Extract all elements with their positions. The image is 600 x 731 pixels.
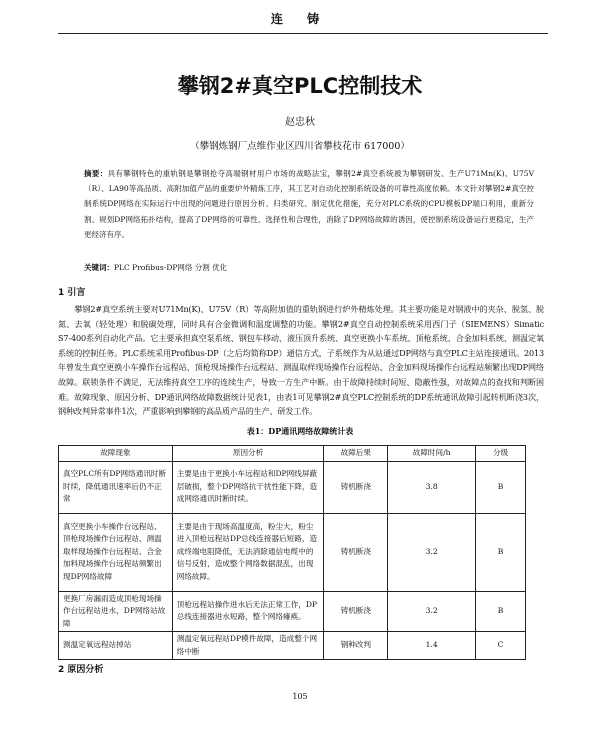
section-2-heading: 2 原因分析 bbox=[58, 665, 104, 675]
table-cell: 3.2 bbox=[388, 591, 476, 632]
header-rule bbox=[58, 33, 548, 34]
keywords-label: 关键词： bbox=[84, 263, 114, 272]
table-row bbox=[59, 632, 526, 660]
table-cell: 顶枪远程站操作进水后无法正常工作，DP总线连接器进水短路，整个网络瘫痪。 bbox=[172, 591, 324, 632]
table-cell: B bbox=[476, 513, 526, 591]
keywords-text: PLC Profibus-DP网络 分割 优化 bbox=[114, 263, 228, 272]
fault-statistics-table bbox=[58, 445, 526, 660]
table-row bbox=[59, 461, 526, 513]
table-header: 故障现象 bbox=[59, 446, 173, 462]
table-cell: 主要是由于现场高温度高，粉尘大，粉尘进入顶枪远程站DP总线连接器后短路，造成终端电阻降低，无法消除通信电缆中的信号反射，造成整个网络数据混乱，出现网络故障。 bbox=[172, 513, 324, 591]
table-row bbox=[59, 591, 526, 632]
section-1-heading: 1 引言 bbox=[58, 288, 86, 298]
table-cell: 主要是由于更换小车远程站和DP网线屏蔽层破损，整个DP网络抗干扰性能下降，造成网络通讯时断时续。 bbox=[172, 461, 324, 513]
abstract-text: 具有攀钢特色的重轨钢是攀钢抢夺高端钢材用户市场的战略法宝，攀钢2#真空系统被为攀钢研发、生产U71Mn(K)、U75V（R）、LA90等高品质、高附加值产品的重要炉外精炼工序，其工艺对自动化控制系统设备的可靠性高度依赖。本文针对攀钢2#真空控制系统DP网络在实际运行中出现的问题进行原因分析、归类研究、制定优化措施，充分对PLC系统的CPU模板DP端口利用，重新分割、规划DP网络拓扑结构，提高了DP网络的可靠性、选择性和合理性，消除了DP网络故障的诱因，使控制系统设备运行更稳定，生产更经济有序。 bbox=[84, 169, 534, 239]
abstract-label: 摘要： bbox=[84, 169, 108, 178]
table-cell: 1.4 bbox=[388, 632, 476, 660]
table-cell: 真空更换小车操作台远程站、顶枪现场操作台远程站、测温取样现场操作台远程站、合金加料现场操作台远程站频繁出现DP网络故障 bbox=[59, 513, 173, 591]
table-cell: 真空PLC所有DP网络通讯时断时续，降低通讯速率后仍不正常 bbox=[59, 461, 173, 513]
keywords bbox=[84, 262, 534, 273]
table-cell: 3.8 bbox=[388, 461, 476, 513]
table-header: 故障时间/h bbox=[388, 446, 476, 462]
table-header: 原因分析 bbox=[172, 446, 324, 462]
abstract bbox=[84, 166, 534, 242]
affiliation: （攀钢炼钢厂点维作业区四川省攀枝花市 617000） bbox=[190, 141, 410, 152]
table-header: 故障后果 bbox=[324, 446, 388, 462]
page-number: 105 bbox=[292, 692, 308, 701]
table-header: 分级 bbox=[476, 446, 526, 462]
table-cell: 钢种改判 bbox=[324, 632, 388, 660]
table-cell: 测温定氧远程站掉站 bbox=[59, 632, 173, 660]
table-cell: 铸机断浇 bbox=[324, 461, 388, 513]
table-header-row bbox=[59, 446, 526, 462]
table-cell: 3.2 bbox=[388, 513, 476, 591]
table-cell: 更换厂房漏雨造成顶枪现场操作台远程站进水，DP网络站故障 bbox=[59, 591, 173, 632]
table-cell: 铸机断浇 bbox=[324, 591, 388, 632]
table-cell: B bbox=[476, 591, 526, 632]
table-cell: B bbox=[476, 461, 526, 513]
table-cell: 测温定氧远程站DP模件故障，造成整个网络中断 bbox=[172, 632, 324, 660]
section-1-paragraph: 攀钢2#真空系统主要对U71Mn(K)、U75V（R）等高附加值的重轨钢进行炉外精炼处理。其主要功能是对钢液中的夹杂、脱氢、脱氮、去氧（轻处理）和脱碳处理，同时具有合金微调和温度调整的功能。攀钢2#真空自动控制系统采用西门子（SIEMENS）Simatic S7-400系列自动化产品。它主要承担真空泵系统、钢包车移动、液压顶升系统、真空更换小车系统、顶枪系统、合金加料系统、测温定氧系统的控制任务。PLC系统采用Profibus-DP（之后均简称DP）通信方式，子系统作为从站通过DP网络与真空PLC主站连接通讯。2013年曾发生真空更换小车操作台远程站、顶枪现场操作台远程站、测温取样现场操作台远程站、合金加料现场操作台远程站频繁出现DP网络故障。联锁条件不满足，无法维持真空工序的连续生产，导致一方生产中断。由于故障持续时间短、隐蔽性强，对故障点的查找和判断困难。故障现象、原因分析、DP通讯网络故障数据统计见表1，由表1可见攀钢2#真空PLC控制系统的DP系统通讯故障引起转机断浇3次，钢种改判异常事件1次，严重影响到攀钢的高品质产品的生产、研发工作。 bbox=[58, 304, 544, 417]
paper-title: 攀钢2#真空PLC控制技术 bbox=[177, 74, 423, 98]
author: 赵忠秋 bbox=[285, 117, 315, 128]
running-head: 连 铸 bbox=[270, 12, 330, 26]
table-cell: C bbox=[476, 632, 526, 660]
table-cell: 铸机断浇 bbox=[324, 513, 388, 591]
table-1-caption: 表1：DP通讯网络故障统计表 bbox=[246, 426, 354, 436]
table-row bbox=[59, 513, 526, 591]
